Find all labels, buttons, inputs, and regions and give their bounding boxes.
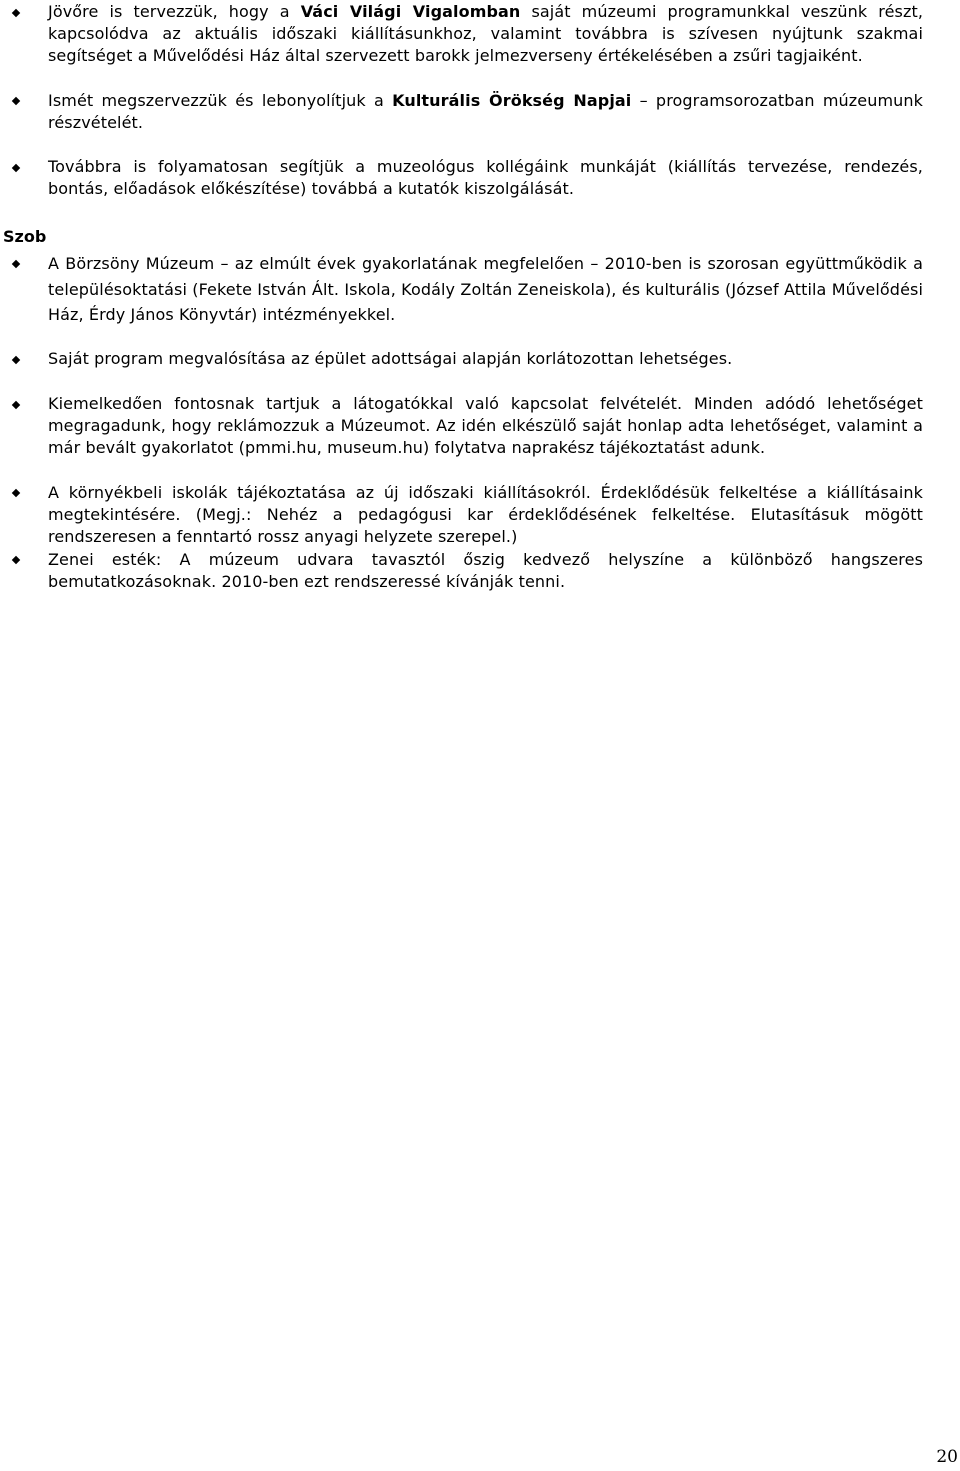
paragraph-text-post: saját múzeumi programunkkal veszünk részt, kapcsolódva az aktuális időszaki kiállításunkhoz, valamint továbbra is szívesen nyújtunk szakmai segítséget a Művelődési Ház által szervezett barokk jelmezverseny értékelésében a zsűri tagjaiként. — [48, 2, 924, 65]
paragraph-text-post: – programsorozatban múzeumunk részvételét. — [48, 91, 924, 133]
paragraph-bold-text: Váci Világi Vigalomban — [300, 2, 521, 21]
paragraph-text: Továbbra is folyamatosan segítjük a muzeológus kollégáink munkáját (kiállítás tervezése, rendezés, bontás, előadások előkészítése) továbbá a kutatók kiszolgálását. — [48, 157, 923, 199]
paragraph-text-pre: Jövőre is tervezzük, hogy a — [48, 2, 301, 21]
page-number: 20 — [936, 1447, 958, 1467]
paragraph-kulturalis-orokseg — [48, 90, 923, 134]
bullet-icon — [12, 556, 20, 564]
bullet-icon — [12, 401, 20, 409]
bullet-icon — [12, 356, 20, 364]
bullet-icon — [12, 489, 20, 497]
paragraph-latogatok-kapcsolat — [48, 393, 923, 460]
paragraph-text: Saját program megvalósítása az épület adottságai alapján korlátozottan lehetséges. — [48, 349, 733, 368]
paragraph-vaci-vilagi-vigalom — [48, 1, 923, 67]
paragraph-zenei-estek — [48, 549, 923, 593]
bullet-icon — [12, 9, 20, 17]
paragraph-iskolak-tajekoztatasa — [48, 482, 923, 549]
paragraph-text: Kiemelkedően fontosnak tartjuk a látogatókkal való kapcsolat felvételét. Minden adódó lehetőséget megragadunk, hogy reklámozzuk a Múzeumot. Az idén elkészülő saját honlap adta lehetőséget, valamint a már bevált gyakorlatot (pmmi.hu, museum.hu) folytatva naprakész tájékoztatást adunk. — [48, 394, 923, 458]
paragraph-muzeologus-kollegak — [48, 156, 923, 200]
paragraph-text: A környékbeli iskolák tájékoztatása az új időszaki kiállításokról. Érdeklődésük felkeltése a kiállításaink megtekintésére. (Megj.: Nehéz a pedagógusi kar érdeklődésének felkeltése. Elutasításuk mögött rendszeresen a fenntartó rossz anyagi helyzete szerepel.) — [48, 483, 923, 547]
bullet-icon — [12, 97, 20, 105]
paragraph-text-pre: Ismét megszervezzük és lebonyolítjuk a — [48, 91, 393, 110]
paragraph-borzsony-muzeum — [48, 251, 923, 328]
bullet-icon — [12, 164, 20, 172]
bullet-icon — [12, 260, 20, 268]
paragraph-text: A Börzsöny Múzeum – az elmúlt évek gyakorlatának megfelelően – 2010-ben is szorosan együttműködik a településoktatási (Fekete István Ált. Iskola, Kodály Zoltán Zeneiskola), és kulturális (József Attila Művelődési Ház, Érdy János Könyvtár) intézményekkel. — [48, 254, 923, 324]
section-heading: Szob — [3, 227, 47, 246]
paragraph-bold-text: Kulturális Örökség Napjai — [392, 91, 632, 110]
paragraph-text: Zenei esték: A múzeum udvara tavasztól őszig kedvező helyszíne a különböző hangszeres bemutatkozásoknak. 2010-ben ezt rendszeressé kívánják tenni. — [48, 550, 923, 592]
paragraph-sajat-program — [48, 348, 923, 370]
